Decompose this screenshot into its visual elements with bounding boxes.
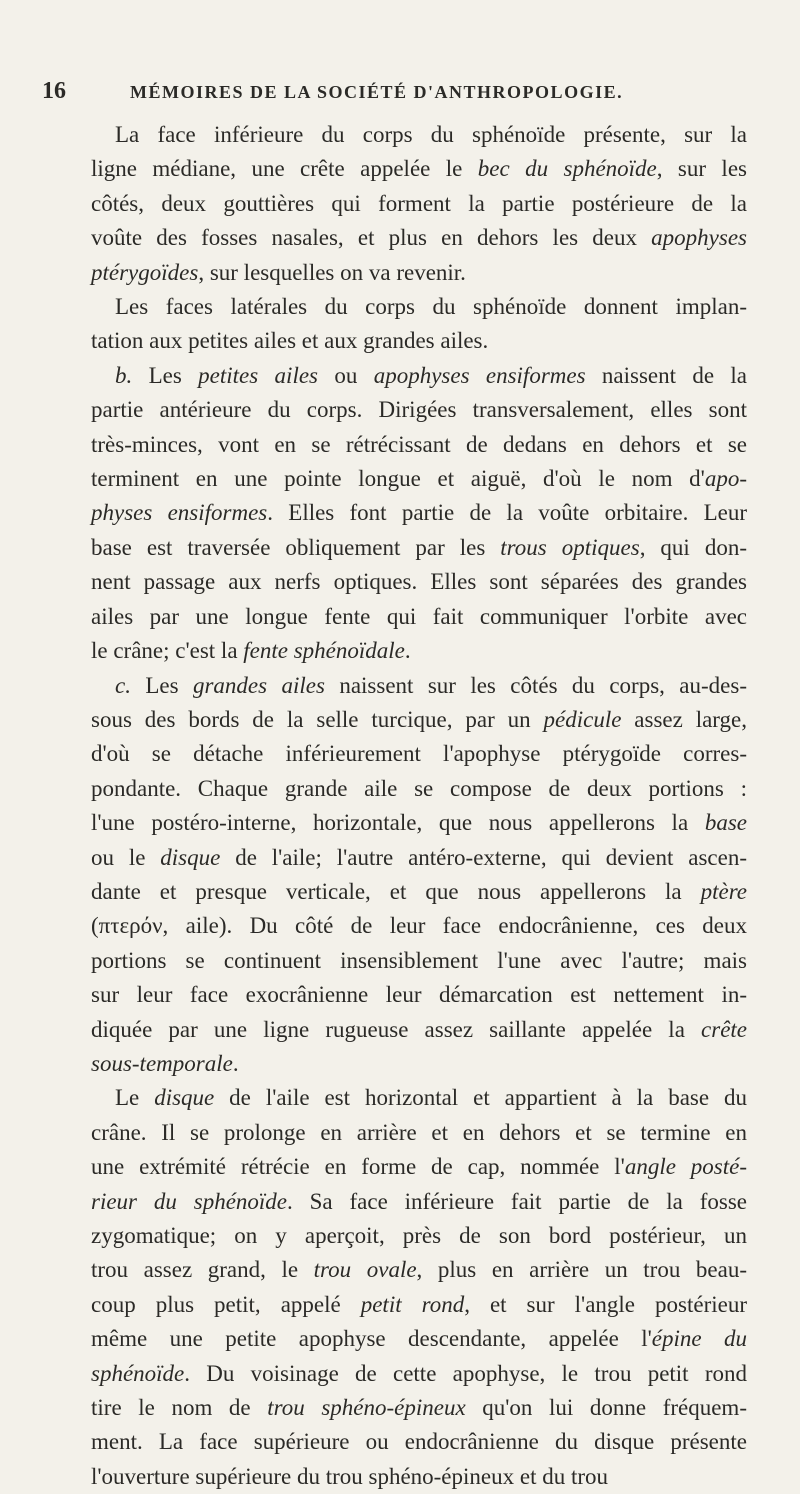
text-line bbox=[91, 841, 747, 875]
italic-term: apo- bbox=[704, 466, 747, 492]
italic-term: b. bbox=[115, 362, 133, 388]
text-line bbox=[91, 531, 747, 565]
text-run: terminent en une pointe longue et aiguë, d'où le nom d' bbox=[91, 466, 705, 492]
italic-term: base bbox=[704, 810, 747, 836]
text-run: le crâne; c'est la bbox=[91, 638, 244, 664]
text-run: sous des bords de la selle turcique, par un bbox=[91, 706, 544, 732]
text-run: . bbox=[232, 1050, 239, 1076]
text-run: très-minces, vont en se rétrécissant de dedans en dehors et se bbox=[91, 431, 747, 457]
italic-term: crête bbox=[701, 1016, 747, 1042]
text-run: ligne médiane, une crête appelée le bbox=[91, 156, 478, 182]
paragraph bbox=[91, 290, 747, 359]
text-run: tation aux petites ailes et aux grandes ailes. bbox=[91, 328, 489, 354]
italic-term: épine du bbox=[651, 1326, 747, 1352]
text-line bbox=[91, 875, 747, 909]
text-run: base est traversée obliquement par les bbox=[91, 534, 501, 560]
text-run: de l'aile est horizontal et appartient à la base du bbox=[214, 1085, 747, 1111]
paragraph bbox=[91, 669, 747, 1082]
italic-term: grandes ailes bbox=[192, 672, 325, 698]
text-line bbox=[91, 1150, 747, 1184]
italic-term: angle posté- bbox=[624, 1154, 748, 1180]
text-run: . bbox=[404, 638, 411, 664]
text-run: pondante. Chaque grande aile se compose de deux portions : bbox=[91, 775, 747, 801]
text-line bbox=[91, 737, 747, 771]
text-run: l'ouverture supérieure du trou sphéno-épineux et du trou bbox=[91, 1463, 609, 1489]
text-run: naissent de la bbox=[585, 362, 748, 388]
text-run: dante et presque verticale, et que nous appellerons la bbox=[91, 878, 701, 904]
text-run: portions se continuent insensiblement l'une avec l'autre; mais bbox=[91, 947, 747, 973]
text-run: l'une postéro-interne, horizontale, que nous appellerons la bbox=[91, 810, 705, 836]
text-run: tire le nom de bbox=[91, 1395, 268, 1421]
text-run: Le bbox=[115, 1085, 155, 1111]
text-line bbox=[91, 669, 747, 703]
italic-term: sous-temporale bbox=[91, 1050, 233, 1076]
text-run: d'où se détache inférieurement l'apophyse ptérygoïde corres- bbox=[91, 741, 747, 767]
text-run: de l'aile; l'autre antéro-externe, qui devient ascen- bbox=[220, 844, 747, 870]
text-run: sur leur face exocrânienne leur démarcation est nettement in- bbox=[91, 982, 747, 1008]
text-run: qu'on lui donne fréquem- bbox=[465, 1395, 747, 1421]
text-run: , plus en arrière un trou beau- bbox=[416, 1257, 748, 1283]
text-line bbox=[91, 703, 747, 737]
page-number: 16 bbox=[42, 78, 66, 104]
running-title: MÉMOIRES DE LA SOCIÉTÉ D'ANTHROPOLOGIE. bbox=[130, 82, 624, 102]
text-run: naissent sur les côtés du corps, au-des- bbox=[324, 672, 747, 698]
text-line bbox=[91, 256, 747, 290]
text-line bbox=[91, 565, 747, 599]
text-line bbox=[91, 359, 747, 393]
text-run: La face inférieure du corps du sphénoïde présente, sur la bbox=[115, 122, 747, 147]
italic-term: disque bbox=[160, 844, 221, 870]
text-line bbox=[91, 462, 747, 496]
text-line bbox=[91, 1425, 747, 1459]
italic-term: trou ovale bbox=[313, 1257, 417, 1283]
text-line bbox=[91, 1219, 747, 1253]
text-run: diquée par une ligne rugueuse assez saillante appelée la bbox=[91, 1016, 702, 1042]
text-line bbox=[91, 118, 747, 152]
text-run: crâne. Il se prolonge en arrière et en dehors et se termine en bbox=[91, 1119, 747, 1145]
italic-term: trous optiques bbox=[500, 534, 640, 560]
italic-term: disque bbox=[154, 1085, 215, 1111]
text-run: ailes par une longue fente qui fait communiquer l'orbite avec bbox=[91, 603, 747, 629]
italic-term: physes ensiformes bbox=[91, 500, 268, 526]
italic-term: petites ailes bbox=[198, 362, 319, 388]
text-line bbox=[91, 428, 747, 462]
italic-term: apophyses ensiformes bbox=[373, 362, 586, 388]
text-run: . Elles font partie de la voûte orbitaire. Leur bbox=[267, 500, 747, 526]
italic-term: sphénoïde bbox=[91, 1360, 185, 1386]
text-line bbox=[91, 1253, 747, 1287]
text-line bbox=[91, 1081, 747, 1115]
italic-term: rieur du sphénoïde bbox=[91, 1188, 288, 1214]
text-run: ou le bbox=[91, 844, 161, 870]
text-line bbox=[91, 978, 747, 1012]
text-line bbox=[91, 1288, 747, 1322]
text-line bbox=[91, 944, 747, 978]
text-line bbox=[91, 1185, 747, 1219]
text-line bbox=[91, 324, 747, 358]
text-run: côtés, deux gouttières qui forment la partie postérieure de la bbox=[91, 190, 747, 216]
text-run: , sur les bbox=[656, 156, 747, 182]
paragraph bbox=[91, 118, 747, 290]
text-run: même une petite apophyse descendante, appelée l' bbox=[91, 1326, 652, 1352]
text-run: ment. La face supérieure ou endocrânienne du disque présente bbox=[91, 1429, 747, 1455]
text-line bbox=[91, 600, 747, 634]
text-run: ou bbox=[318, 362, 374, 388]
italic-term: petit rond bbox=[360, 1291, 465, 1317]
italic-term: bec du sphénoïde bbox=[477, 156, 657, 182]
text-run: assez large, bbox=[621, 706, 748, 732]
text-line bbox=[91, 1357, 747, 1391]
italic-term: pédicule bbox=[543, 706, 622, 732]
italic-term: c. bbox=[115, 672, 131, 698]
italic-term: apophyses bbox=[651, 225, 747, 251]
text-line bbox=[91, 772, 747, 806]
body-text bbox=[91, 118, 747, 1494]
text-line bbox=[91, 634, 747, 668]
text-run: Les faces latérales du corps du sphénoïde donnent implan- bbox=[115, 294, 747, 320]
text-line bbox=[91, 1116, 747, 1150]
italic-term: trou sphéno-épineux bbox=[267, 1395, 466, 1421]
italic-term: ptère bbox=[700, 878, 747, 904]
text-run: (πτερόν, aile). Du côté de leur face endocrânienne, ces deux bbox=[91, 913, 747, 939]
text-run: nent passage aux nerfs optiques. Elles sont séparées des grandes bbox=[91, 569, 747, 595]
text-run: coup plus petit, appelé bbox=[91, 1291, 361, 1317]
italic-term: ptérygoïdes bbox=[91, 259, 199, 285]
italic-term: fente sphénoïdale bbox=[243, 638, 405, 664]
text-line bbox=[91, 1047, 747, 1081]
text-run: . Sa face inférieure fait partie de la fosse bbox=[287, 1188, 748, 1214]
text-run: , et sur l'angle postérieur bbox=[464, 1291, 747, 1317]
text-run: . Du voisinage de cette apophyse, le trou petit rond bbox=[184, 1360, 747, 1386]
text-line bbox=[91, 187, 747, 221]
text-run: Les bbox=[132, 362, 199, 388]
paragraph bbox=[91, 359, 747, 669]
text-run: Les bbox=[130, 672, 193, 698]
text-line bbox=[91, 496, 747, 530]
text-line bbox=[91, 806, 747, 840]
text-run: partie antérieure du corps. Dirigées transversalement, elles sont bbox=[91, 397, 747, 423]
text-run: , qui don- bbox=[639, 534, 747, 560]
text-line bbox=[91, 152, 747, 186]
text-line bbox=[91, 1391, 747, 1425]
text-run: trou assez grand, le bbox=[91, 1257, 314, 1283]
text-line bbox=[91, 290, 747, 324]
text-line bbox=[91, 1322, 747, 1356]
text-line bbox=[91, 909, 747, 943]
text-run: voûte des fosses nasales, et plus en dehors les deux bbox=[91, 225, 652, 251]
text-run: une extrémité rétrécie en forme de cap, nommée l' bbox=[91, 1154, 625, 1180]
text-line bbox=[91, 1460, 747, 1494]
text-line bbox=[91, 393, 747, 427]
page-header bbox=[42, 78, 742, 105]
text-run: zygomatique; on y aperçoit, près de son bord postérieur, un bbox=[91, 1223, 747, 1248]
text-line bbox=[91, 221, 747, 255]
paragraph bbox=[91, 1081, 747, 1494]
text-run: , sur lesquelles on va revenir. bbox=[198, 259, 466, 285]
text-line bbox=[91, 1013, 747, 1047]
